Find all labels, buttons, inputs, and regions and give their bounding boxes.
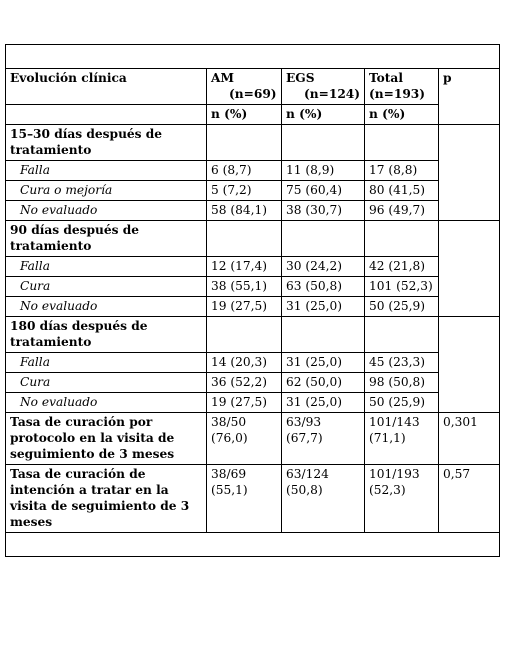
- egs-value: 63/124 (50,8): [282, 465, 365, 533]
- summary-label: Tasa de curación por protocolo en la visita de seguimiento de 3 meses: [6, 413, 207, 465]
- total-ratio: 101/143: [369, 415, 420, 429]
- am-value: 19 (27,5): [207, 297, 282, 317]
- header-egs-label: EGS: [286, 71, 315, 85]
- blank-cell: [6, 45, 500, 69]
- header-am-n: (n=69): [229, 87, 277, 101]
- total-value: 98 (50,8): [365, 373, 439, 393]
- table-row: [6, 353, 500, 373]
- total-value: 50 (25,9): [365, 297, 439, 317]
- section-title: 15–30 días después de tratamiento: [6, 125, 207, 161]
- egs-value: 31 (25,0): [282, 393, 365, 413]
- am-value: 6 (8,7): [207, 161, 282, 181]
- p-value: 0,301: [439, 413, 500, 465]
- header-row: [6, 69, 500, 105]
- subheader-am: n (%): [207, 105, 282, 125]
- total-value: 17 (8,8): [365, 161, 439, 181]
- header-egs-n: (n=124): [304, 87, 361, 101]
- row-label: No evaluado: [6, 393, 207, 413]
- header-total-label: Total: [369, 71, 403, 85]
- header-evolucion: Evolución clínica: [6, 69, 207, 105]
- total-value: 42 (21,8): [365, 257, 439, 277]
- blank-cell: [6, 533, 500, 557]
- egs-value: 31 (25,0): [282, 297, 365, 317]
- row-label: Cura: [6, 277, 207, 297]
- total-percent: (52,3): [369, 483, 406, 497]
- total-value: 50 (25,9): [365, 393, 439, 413]
- p-value: 0,57: [439, 465, 500, 533]
- egs-value: 63/93 (67,7): [282, 413, 365, 465]
- section-title-row: [6, 125, 500, 161]
- empty-cell: [365, 221, 439, 257]
- am-value: 12 (17,4): [207, 257, 282, 277]
- empty-cell: [282, 221, 365, 257]
- row-label: Falla: [6, 257, 207, 277]
- subheader-total: n (%): [365, 105, 439, 125]
- results-table: [5, 44, 500, 557]
- total-ratio: 101/193: [369, 467, 420, 481]
- am-value: 38 (55,1): [207, 277, 282, 297]
- total-value: 80 (41,5): [365, 181, 439, 201]
- p-cell-empty: [439, 125, 500, 221]
- header-am: [207, 69, 282, 105]
- subheader-egs: n (%): [282, 105, 365, 125]
- subheader-empty: [6, 105, 207, 125]
- empty-cell: [282, 317, 365, 353]
- section-title-row: [6, 317, 500, 353]
- am-value: 38/50 (76,0): [207, 413, 282, 465]
- row-label: Falla: [6, 353, 207, 373]
- table-row: [6, 373, 500, 393]
- row-label: Cura o mejoría: [6, 181, 207, 201]
- top-blank-row: [6, 45, 500, 69]
- am-value: 38/69 (55,1): [207, 465, 282, 533]
- table-row: [6, 161, 500, 181]
- egs-value: 63 (50,8): [282, 277, 365, 297]
- total-value: 45 (23,3): [365, 353, 439, 373]
- summary-row: [6, 465, 500, 533]
- section-title: 180 días después de tratamiento: [6, 317, 207, 353]
- empty-cell: [207, 317, 282, 353]
- header-total: [365, 69, 439, 105]
- table-row: [6, 181, 500, 201]
- row-label: Falla: [6, 161, 207, 181]
- total-value: [365, 465, 439, 533]
- total-value: [365, 413, 439, 465]
- total-value: 101 (52,3): [365, 277, 439, 297]
- empty-cell: [282, 125, 365, 161]
- summary-row: [6, 413, 500, 465]
- section-title-row: [6, 221, 500, 257]
- header-p: p: [439, 69, 500, 125]
- p-cell-empty: [439, 221, 500, 317]
- summary-label: Tasa de curación de intención a tratar en la visita de seguimiento de 3 meses: [6, 465, 207, 533]
- empty-cell: [365, 317, 439, 353]
- empty-cell: [207, 221, 282, 257]
- table-row: [6, 257, 500, 277]
- am-value: 19 (27,5): [207, 393, 282, 413]
- am-value: 58 (84,1): [207, 201, 282, 221]
- egs-value: 11 (8,9): [282, 161, 365, 181]
- header-am-label: AM: [211, 71, 234, 85]
- am-value: 5 (7,2): [207, 181, 282, 201]
- egs-value: 75 (60,4): [282, 181, 365, 201]
- bottom-blank-row: [6, 533, 500, 557]
- am-value: 14 (20,3): [207, 353, 282, 373]
- total-percent: (71,1): [369, 431, 406, 445]
- egs-value: 30 (24,2): [282, 257, 365, 277]
- egs-value: 31 (25,0): [282, 353, 365, 373]
- total-value: 96 (49,7): [365, 201, 439, 221]
- egs-value: 38 (30,7): [282, 201, 365, 221]
- table-row: [6, 277, 500, 297]
- row-label: No evaluado: [6, 297, 207, 317]
- row-label: Cura: [6, 373, 207, 393]
- am-value: 36 (52,2): [207, 373, 282, 393]
- empty-cell: [207, 125, 282, 161]
- table-row: [6, 297, 500, 317]
- header-egs: [282, 69, 365, 105]
- subheader-row: [6, 105, 500, 125]
- row-label: No evaluado: [6, 201, 207, 221]
- table-row: [6, 393, 500, 413]
- egs-value: 62 (50,0): [282, 373, 365, 393]
- table-row: [6, 201, 500, 221]
- empty-cell: [365, 125, 439, 161]
- section-title: 90 días después de tratamiento: [6, 221, 207, 257]
- p-cell-empty: [439, 317, 500, 413]
- header-total-n: (n=193): [369, 87, 426, 101]
